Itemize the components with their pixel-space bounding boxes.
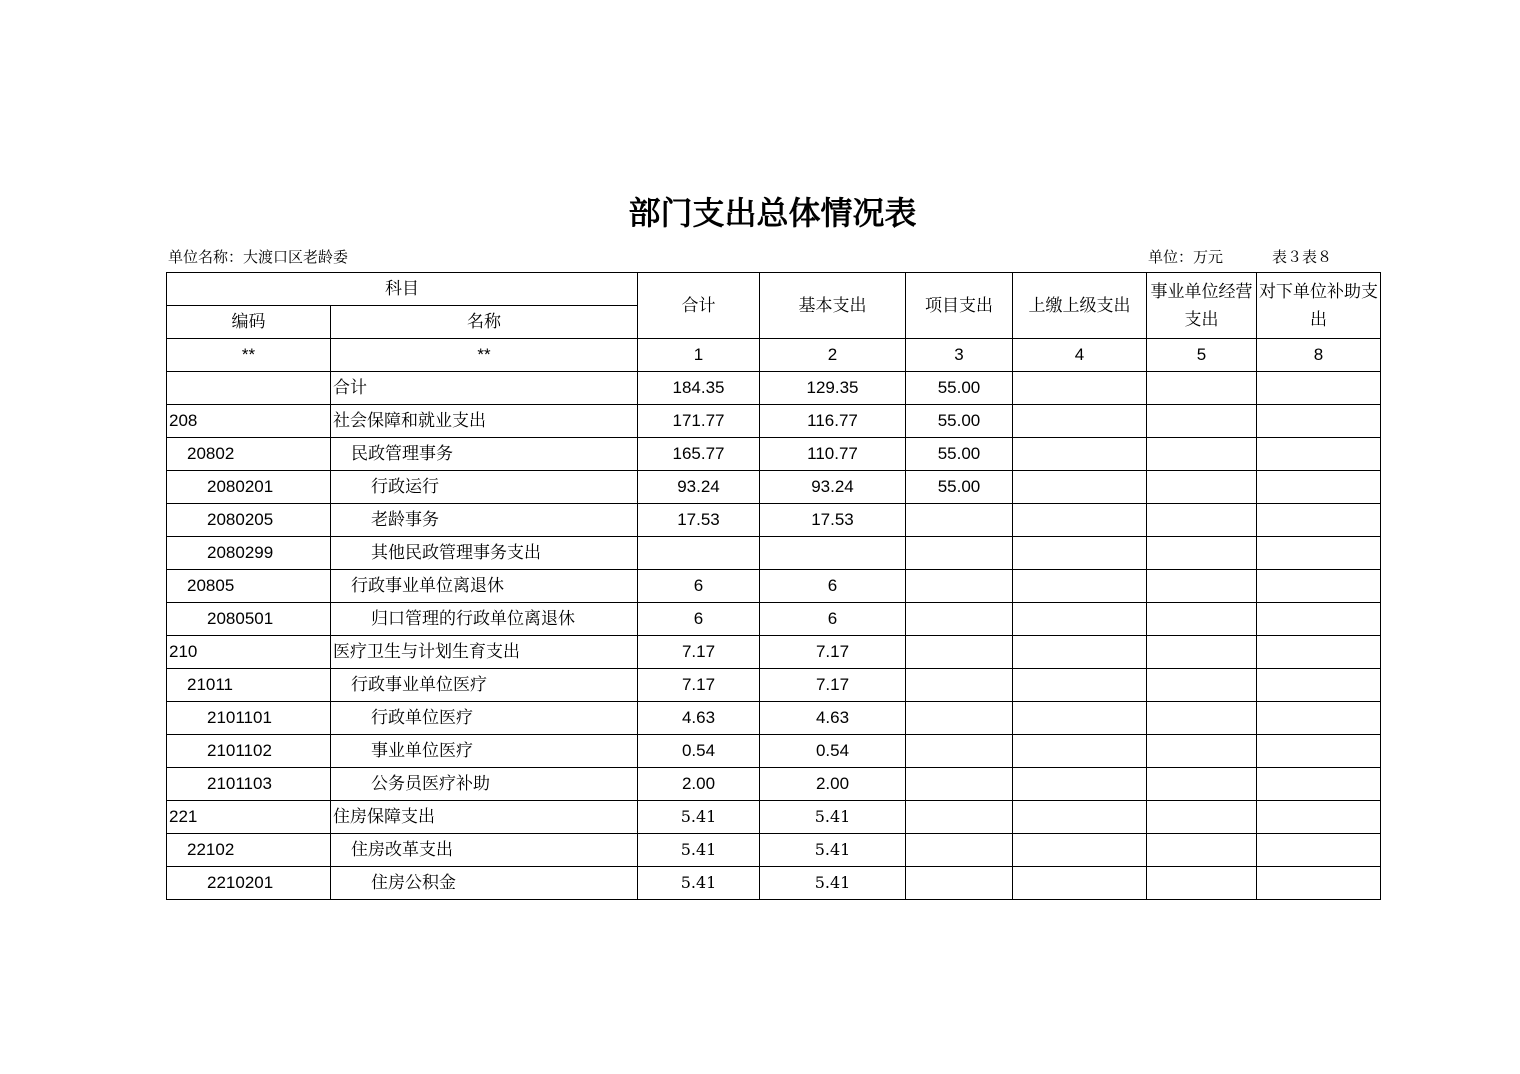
row-upper — [1013, 570, 1147, 603]
row-upper — [1013, 537, 1147, 570]
row-business — [1147, 603, 1257, 636]
row-project — [906, 570, 1013, 603]
index-basic: 2 — [760, 339, 906, 372]
row-business — [1147, 636, 1257, 669]
row-basic: 5.41 — [760, 834, 906, 867]
row-project — [906, 603, 1013, 636]
row-subsidy — [1257, 636, 1381, 669]
row-subsidy — [1257, 603, 1381, 636]
row-name: 行政运行 — [331, 471, 638, 504]
row-subsidy — [1257, 768, 1381, 801]
page-title: 部门支出总体情况表 — [628, 194, 917, 232]
row-project: 55.00 — [906, 471, 1013, 504]
row-total: 6 — [638, 603, 760, 636]
row-upper — [1013, 504, 1147, 537]
row-subsidy — [1257, 471, 1381, 504]
row-basic: 6 — [760, 570, 906, 603]
row-code: 2080205 — [167, 504, 331, 537]
row-name: 行政单位医疗 — [331, 702, 638, 735]
row-subsidy — [1257, 669, 1381, 702]
row-subsidy — [1257, 834, 1381, 867]
row-code: 2101103 — [167, 768, 331, 801]
header-row-1 — [167, 273, 1381, 306]
row-basic: 110.77 — [760, 438, 906, 471]
row-code: 2080501 — [167, 603, 331, 636]
row-subsidy — [1257, 438, 1381, 471]
row-business — [1147, 504, 1257, 537]
row-business — [1147, 669, 1257, 702]
header-upper: 上缴上级支出 — [1013, 273, 1147, 339]
row-subsidy — [1257, 867, 1381, 900]
row-total: 2.00 — [638, 768, 760, 801]
row-total: 165.77 — [638, 438, 760, 471]
row-total: 5.41 — [638, 834, 760, 867]
row-project — [906, 834, 1013, 867]
row-subsidy — [1257, 702, 1381, 735]
row-subsidy — [1257, 537, 1381, 570]
row-subsidy — [1257, 504, 1381, 537]
row-business — [1147, 570, 1257, 603]
table-row — [167, 603, 1381, 636]
row-basic — [760, 537, 906, 570]
row-name: 事业单位医疗 — [331, 735, 638, 768]
row-upper — [1013, 834, 1147, 867]
row-name: 住房改革支出 — [331, 834, 638, 867]
header-subject: 科目 — [167, 273, 638, 306]
table-row — [167, 702, 1381, 735]
row-total: 6 — [638, 570, 760, 603]
row-project — [906, 504, 1013, 537]
unit-label: 单位：万元 — [1148, 248, 1224, 266]
row-business — [1147, 372, 1257, 405]
row-business — [1147, 834, 1257, 867]
row-subsidy — [1257, 372, 1381, 405]
row-project — [906, 801, 1013, 834]
table-row — [167, 768, 1381, 801]
row-upper — [1013, 636, 1147, 669]
row-name: 社会保障和就业支出 — [331, 405, 638, 438]
row-code: 208 — [167, 405, 331, 438]
row-project — [906, 768, 1013, 801]
row-upper — [1013, 405, 1147, 438]
row-name: 民政管理事务 — [331, 438, 638, 471]
index-code: ** — [167, 339, 331, 372]
row-upper — [1013, 438, 1147, 471]
table-row — [167, 438, 1381, 471]
row-upper — [1013, 669, 1147, 702]
row-code: 20802 — [167, 438, 331, 471]
row-code — [167, 372, 331, 405]
row-subsidy — [1257, 405, 1381, 438]
row-basic: 6 — [760, 603, 906, 636]
row-code: 22102 — [167, 834, 331, 867]
index-name: ** — [331, 339, 638, 372]
table-row — [167, 504, 1381, 537]
expenditure-table — [166, 272, 1381, 900]
table-row — [167, 537, 1381, 570]
table-row — [167, 669, 1381, 702]
row-total: 0.54 — [638, 735, 760, 768]
header-basic: 基本支出 — [760, 273, 906, 339]
row-total: 17.53 — [638, 504, 760, 537]
row-basic: 4.63 — [760, 702, 906, 735]
row-project — [906, 669, 1013, 702]
header-total: 合计 — [638, 273, 760, 339]
row-total: 7.17 — [638, 636, 760, 669]
row-upper — [1013, 867, 1147, 900]
row-name: 归口管理的行政单位离退休 — [331, 603, 638, 636]
row-basic: 116.77 — [760, 405, 906, 438]
row-upper — [1013, 702, 1147, 735]
row-total: 184.35 — [638, 372, 760, 405]
row-total: 4.63 — [638, 702, 760, 735]
row-code: 210 — [167, 636, 331, 669]
row-subsidy — [1257, 735, 1381, 768]
row-name: 行政事业单位离退休 — [331, 570, 638, 603]
index-project: 3 — [906, 339, 1013, 372]
row-upper — [1013, 471, 1147, 504]
row-business — [1147, 405, 1257, 438]
table-row — [167, 636, 1381, 669]
header-business: 事业单位经营支出 — [1147, 273, 1257, 339]
index-row — [167, 339, 1381, 372]
row-business — [1147, 702, 1257, 735]
row-name: 合计 — [331, 372, 638, 405]
unit-name-label: 单位名称：大渡口区老龄委 — [168, 248, 349, 266]
table-row — [167, 735, 1381, 768]
row-name: 公务员医疗补助 — [331, 768, 638, 801]
row-basic: 93.24 — [760, 471, 906, 504]
header-code: 编码 — [167, 306, 331, 339]
row-name: 医疗卫生与计划生育支出 — [331, 636, 638, 669]
row-project — [906, 867, 1013, 900]
row-basic: 2.00 — [760, 768, 906, 801]
row-project — [906, 636, 1013, 669]
row-project: 55.00 — [906, 405, 1013, 438]
row-total: 171.77 — [638, 405, 760, 438]
row-total: 5.41 — [638, 867, 760, 900]
row-basic: 0.54 — [760, 735, 906, 768]
row-business — [1147, 801, 1257, 834]
row-name: 住房公积金 — [331, 867, 638, 900]
row-code: 2210201 — [167, 867, 331, 900]
row-upper — [1013, 801, 1147, 834]
table-row — [167, 801, 1381, 834]
row-basic: 5.41 — [760, 867, 906, 900]
row-total — [638, 537, 760, 570]
row-code: 20805 — [167, 570, 331, 603]
row-name: 老龄事务 — [331, 504, 638, 537]
row-business — [1147, 438, 1257, 471]
row-code: 2101102 — [167, 735, 331, 768]
header-subsidy: 对下单位补助支出 — [1257, 273, 1381, 339]
row-project: 55.00 — [906, 372, 1013, 405]
header-name: 名称 — [331, 306, 638, 339]
row-project — [906, 735, 1013, 768]
row-code: 221 — [167, 801, 331, 834]
row-total: 5.41 — [638, 801, 760, 834]
row-business — [1147, 537, 1257, 570]
table-number-label: 表３表８ — [1272, 248, 1333, 266]
row-subsidy — [1257, 570, 1381, 603]
table-row — [167, 834, 1381, 867]
table-row — [167, 570, 1381, 603]
index-business: 5 — [1147, 339, 1257, 372]
row-basic: 17.53 — [760, 504, 906, 537]
table-row — [167, 372, 1381, 405]
row-business — [1147, 867, 1257, 900]
row-upper — [1013, 735, 1147, 768]
table-row — [167, 867, 1381, 900]
row-business — [1147, 735, 1257, 768]
table-row — [167, 405, 1381, 438]
row-total: 7.17 — [638, 669, 760, 702]
row-basic: 5.41 — [760, 801, 906, 834]
row-basic: 129.35 — [760, 372, 906, 405]
row-code: 2080299 — [167, 537, 331, 570]
row-upper — [1013, 603, 1147, 636]
index-subsidy: 8 — [1257, 339, 1381, 372]
index-total: 1 — [638, 339, 760, 372]
row-code: 2101101 — [167, 702, 331, 735]
row-code: 21011 — [167, 669, 331, 702]
row-upper — [1013, 372, 1147, 405]
row-name: 住房保障支出 — [331, 801, 638, 834]
row-total: 93.24 — [638, 471, 760, 504]
row-subsidy — [1257, 801, 1381, 834]
table-row — [167, 471, 1381, 504]
row-project: 55.00 — [906, 438, 1013, 471]
row-code: 2080201 — [167, 471, 331, 504]
row-business — [1147, 768, 1257, 801]
row-upper — [1013, 768, 1147, 801]
row-business — [1147, 471, 1257, 504]
row-project — [906, 702, 1013, 735]
row-name: 行政事业单位医疗 — [331, 669, 638, 702]
row-name: 其他民政管理事务支出 — [331, 537, 638, 570]
index-upper: 4 — [1013, 339, 1147, 372]
row-basic: 7.17 — [760, 636, 906, 669]
row-basic: 7.17 — [760, 669, 906, 702]
header-project: 项目支出 — [906, 273, 1013, 339]
row-project — [906, 537, 1013, 570]
